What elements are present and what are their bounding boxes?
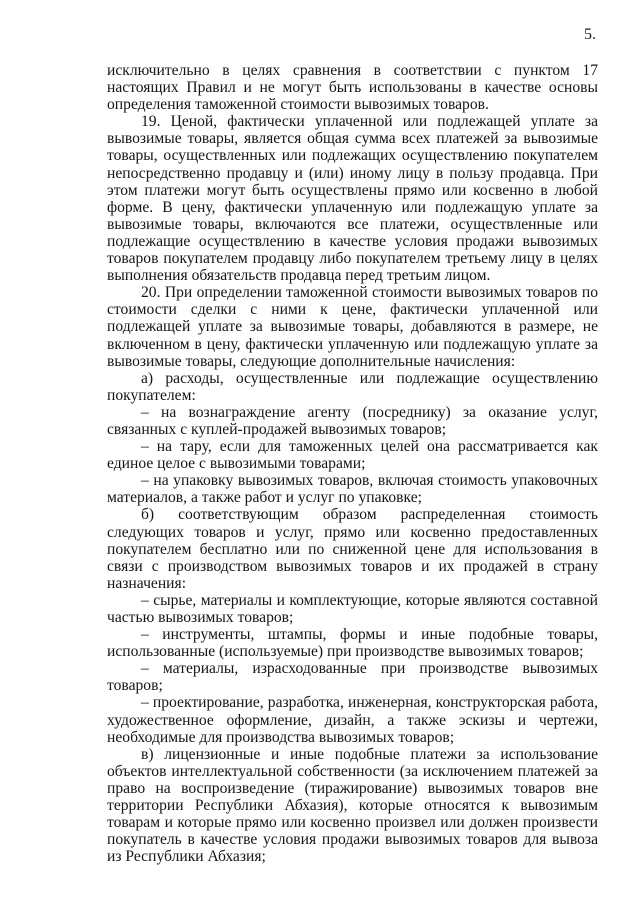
paragraph: а) расходы, осуществленные или подлежащие осуществлению покупателем:	[107, 369, 598, 404]
page-number: 5.	[584, 26, 596, 43]
paragraph: – инструменты, штампы, формы и иные подобные товары, использованные (используемые) при производстве вывозимых товаров;	[107, 626, 598, 661]
paragraph: б) соответствующим образом распределенная стоимость следующих товаров и услуг, прямо или косвенно предоставленных покупателем бесплатно или по сниженной цене для использования в связи с производством вывозимых товаров и их продажей в страну назначения:	[107, 506, 598, 592]
paragraph: – проектирование, разработка, инженерная, конструкторская работа, художественное оформление, дизайн, а также эскизы и чертежи, необходимые для производства вывозимых товаров;	[107, 694, 598, 746]
paragraph: 20. При определении таможенной стоимости вывозимых товаров по стоимости сделки с ними к цене, фактически уплаченной или подлежащей уплате за вывозимые товары, добавляются в размере, не включенном в цену, фактически уплаченную или подлежащую уплате за вывозимые товары, следующие дополнительные начисления:	[107, 284, 598, 370]
paragraph: исключительно в целях сравнения в соответствии с пунктом 17 настоящих Правил и не могут быть использованы в качестве основы определения таможенной стоимости вывозимых товаров.	[107, 62, 598, 114]
paragraph: 19. Ценой, фактически уплаченной или подлежащей уплате за вывозимые товары, является общая сумма всех платежей за вывозимые товары, осуществленных или подлежащих осуществлению покупателем непосредственно продавцу и (или) иному лицу в пользу продавца. При этом платежи могут быть осуществлены прямо или косвенно в любой форме. В цену, фактически уплаченную или подлежащую уплате за вывозимые товары, включаются все платежи, осуществленные или подлежащие осуществлению в качестве условия продажи вывозимых товаров покупателем продавцу либо покупателем третьему лицу в целях выполнения обязательств продавца перед третьим лицом.	[107, 113, 598, 285]
paragraph: – на вознаграждение агенту (посреднику) за оказание услуг, связанных с куплей-продажей вывозимых товаров;	[107, 403, 598, 438]
paragraph: в) лицензионные и иные подобные платежи за использование объектов интеллектуальной собственности (за исключением платежей за право на воспроизведение (тиражирование) вывозимых товаров вне территории Республики Абхазия), которые относятся к вывозимым товарам и которые прямо или косвенно произвел или должен произвести покупатель в качестве условия продажи вывозимых товаров для вывоза из Республики Абхазия;	[107, 745, 598, 866]
paragraph: – сырье, материалы и комплектующие, которые являются составной частью вывозимых товаров;	[107, 591, 598, 626]
paragraph: – на тару, если для таможенных целей она рассматривается как единое целое с вывозимыми товарами;	[107, 438, 598, 473]
paragraph: – материалы, израсходованные при производстве вывозимых товаров;	[107, 660, 598, 695]
paragraph: – на упаковку вывозимых товаров, включая стоимость упаковочных материалов, а также работ и услуг по упаковке;	[107, 472, 598, 507]
document-body	[107, 62, 598, 865]
